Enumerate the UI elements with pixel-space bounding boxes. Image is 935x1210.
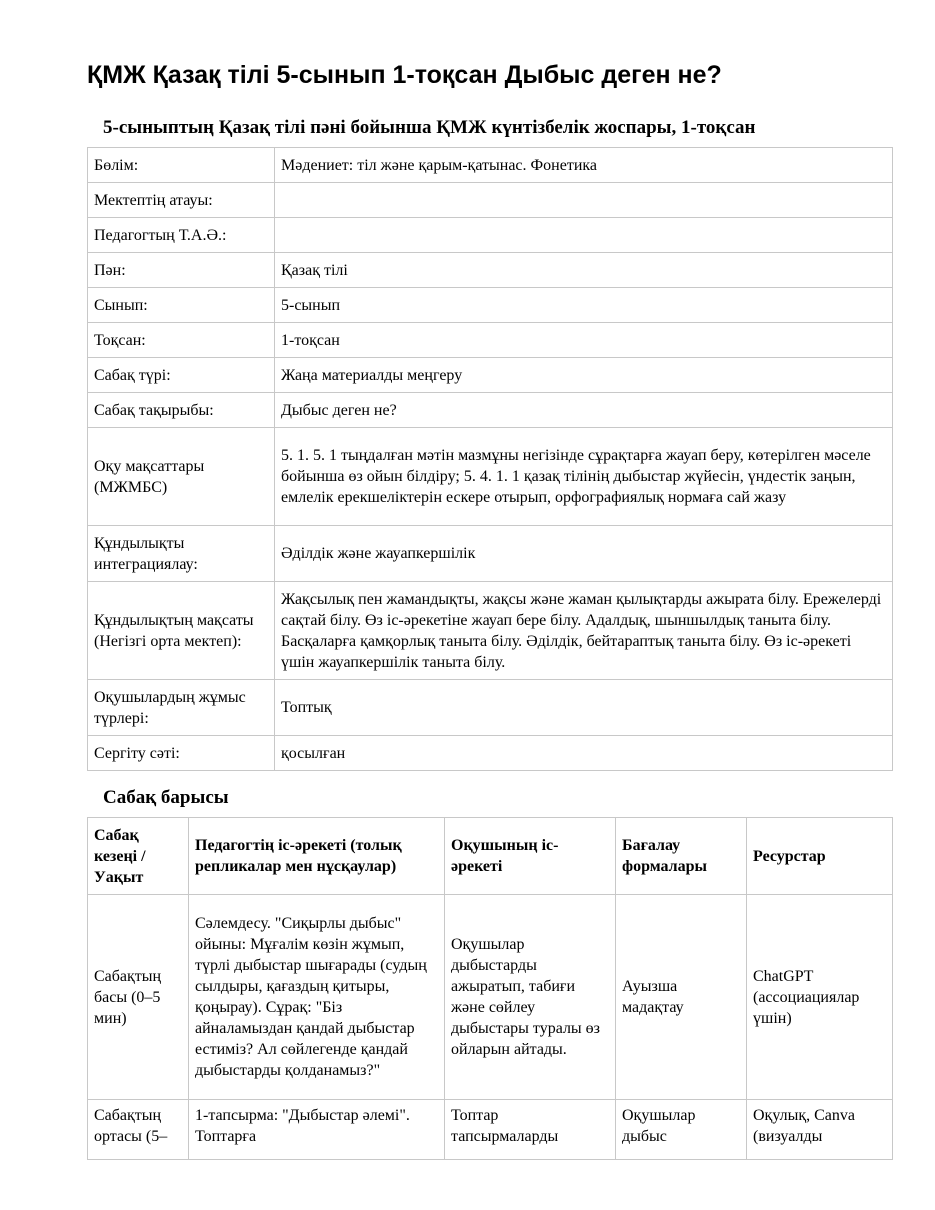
column-header-teacher: Педагогтің іс-әрекеті (толық репликалар мен нұсқаулар) <box>189 818 445 895</box>
table-row <box>88 680 893 736</box>
table-row <box>88 1100 893 1160</box>
info-value: 5-сынып <box>275 288 893 323</box>
info-label: Тоқсан: <box>88 323 275 358</box>
info-label: Оқу мақсаттары (МЖМБС) <box>88 428 275 526</box>
resources <box>747 1100 893 1160</box>
info-value: Қазақ тілі <box>275 253 893 288</box>
table-row <box>88 358 893 393</box>
teacher-activity-text: 1-тапсырма: "Дыбыстар әлемі". Топтарға <box>195 1107 410 1145</box>
page-title: ҚМЖ Қазақ тілі 5-сынып 1-тоқсан Дыбыс деген не? <box>87 61 722 89</box>
lesson-stage-text: Сабақтың ортасы (5– <box>94 1107 168 1145</box>
teacher-activity <box>189 1100 445 1160</box>
table-row <box>88 148 893 183</box>
resources: ChatGPT (ассоциациялар үшін) <box>747 895 893 1100</box>
table-row <box>88 526 893 582</box>
info-label: Құндылықты интеграциялау: <box>88 526 275 582</box>
table-row <box>88 218 893 253</box>
info-value <box>275 183 893 218</box>
column-header-assessment: Бағалау формалары <box>616 818 747 895</box>
resources-text: Оқулық, Canva (визуалды <box>753 1107 856 1145</box>
student-activity <box>445 1100 616 1160</box>
teacher-activity: Сәлемдесу. "Сиқырлы дыбыс" ойыны: Мұғалім көзін жұмып, түрлі дыбыстар шығарады (судың сылдыры, қағаздың қитыры, қоңырау). Сұрақ: "Біз айналамыздан қандай дыбыстар естиміз? Ал сөйлегенде қандай дыбыстарды қолданамыз?" <box>189 895 445 1100</box>
table-row <box>88 736 893 771</box>
table-row <box>88 323 893 358</box>
info-label: Сынып: <box>88 288 275 323</box>
info-value: Жақсылық пен жамандықты, жақсы және жаман қылықтарды ажырата білу. Ережелерді сақтай білу. Өз іс-әрекетіне жауап бере білу. Адалдық, шыншылдық таныта білу. Басқаларға қамқорлық таныта білу. Әділдік, бейтараптық таныта білу. Өз іс-әрекеті үшін жауапкершілік таныта білу. <box>275 582 893 680</box>
table-header-row <box>88 818 893 895</box>
info-label: Педагогтың Т.А.Ә.: <box>88 218 275 253</box>
assessment-form: Ауызша мадақтау <box>616 895 747 1100</box>
info-label: Сабақ тақырыбы: <box>88 393 275 428</box>
info-label: Сергіту сәті: <box>88 736 275 771</box>
info-value: Топтық <box>275 680 893 736</box>
lesson-info-table <box>87 147 893 771</box>
table-row <box>88 288 893 323</box>
lesson-progress-heading: Сабақ барысы <box>103 787 229 808</box>
assessment-form <box>616 1100 747 1160</box>
info-label: Құндылықтың мақсаты (Негізгі орта мектеп): <box>88 582 275 680</box>
assessment-form-text: Оқушылар дыбыс <box>622 1107 696 1145</box>
info-label: Оқушылардың жұмыс түрлері: <box>88 680 275 736</box>
info-label: Пән: <box>88 253 275 288</box>
lesson-stage <box>88 1100 189 1160</box>
plan-heading: 5-сыныптың Қазақ тілі пәні бойынша ҚМЖ күнтізбелік жоспары, 1-тоқсан <box>103 117 756 138</box>
table-row <box>88 393 893 428</box>
student-activity: Оқушылар дыбыстарды ажыратып, табиғи және сөйлеу дыбыстары туралы өз ойларын айтады. <box>445 895 616 1100</box>
column-header-stage: Сабақ кезеңі / Уақыт <box>88 818 189 895</box>
lesson-stage: Сабақтың басы (0–5 мин) <box>88 895 189 1100</box>
info-value: 5. 1. 5. 1 тыңдалған мәтін мазмұны негізінде сұрақтарға жауап беру, көтерілген мәселе бойынша өз ойын білдіру; 5. 4. 1. 1 қазақ тілінің дыбыстар жүйесін, үндестік заңын, емлелік ерекшеліктерін ескере отырып, орфографиялық нормаға сай жазу <box>275 428 893 526</box>
table-row <box>88 895 893 1100</box>
column-header-student: Оқушының іс-әрекеті <box>445 818 616 895</box>
table-row <box>88 183 893 218</box>
info-value: Әділдік және жауапкершілік <box>275 526 893 582</box>
info-value: 1-тоқсан <box>275 323 893 358</box>
info-label: Мектептің атауы: <box>88 183 275 218</box>
info-value: қосылған <box>275 736 893 771</box>
info-label: Сабақ түрі: <box>88 358 275 393</box>
info-value: Жаңа материалды меңгеру <box>275 358 893 393</box>
student-activity-text: Топтар тапсырмаларды <box>451 1107 559 1145</box>
table-row <box>88 253 893 288</box>
table-row <box>88 428 893 526</box>
info-value: Дыбыс деген не? <box>275 393 893 428</box>
lesson-progress-table <box>87 817 893 1160</box>
info-label: Бөлім: <box>88 148 275 183</box>
info-value <box>275 218 893 253</box>
info-value: Мәдениет: тіл және қарым-қатынас. Фонетика <box>275 148 893 183</box>
column-header-resources: Ресурстар <box>747 818 893 895</box>
table-row <box>88 582 893 680</box>
